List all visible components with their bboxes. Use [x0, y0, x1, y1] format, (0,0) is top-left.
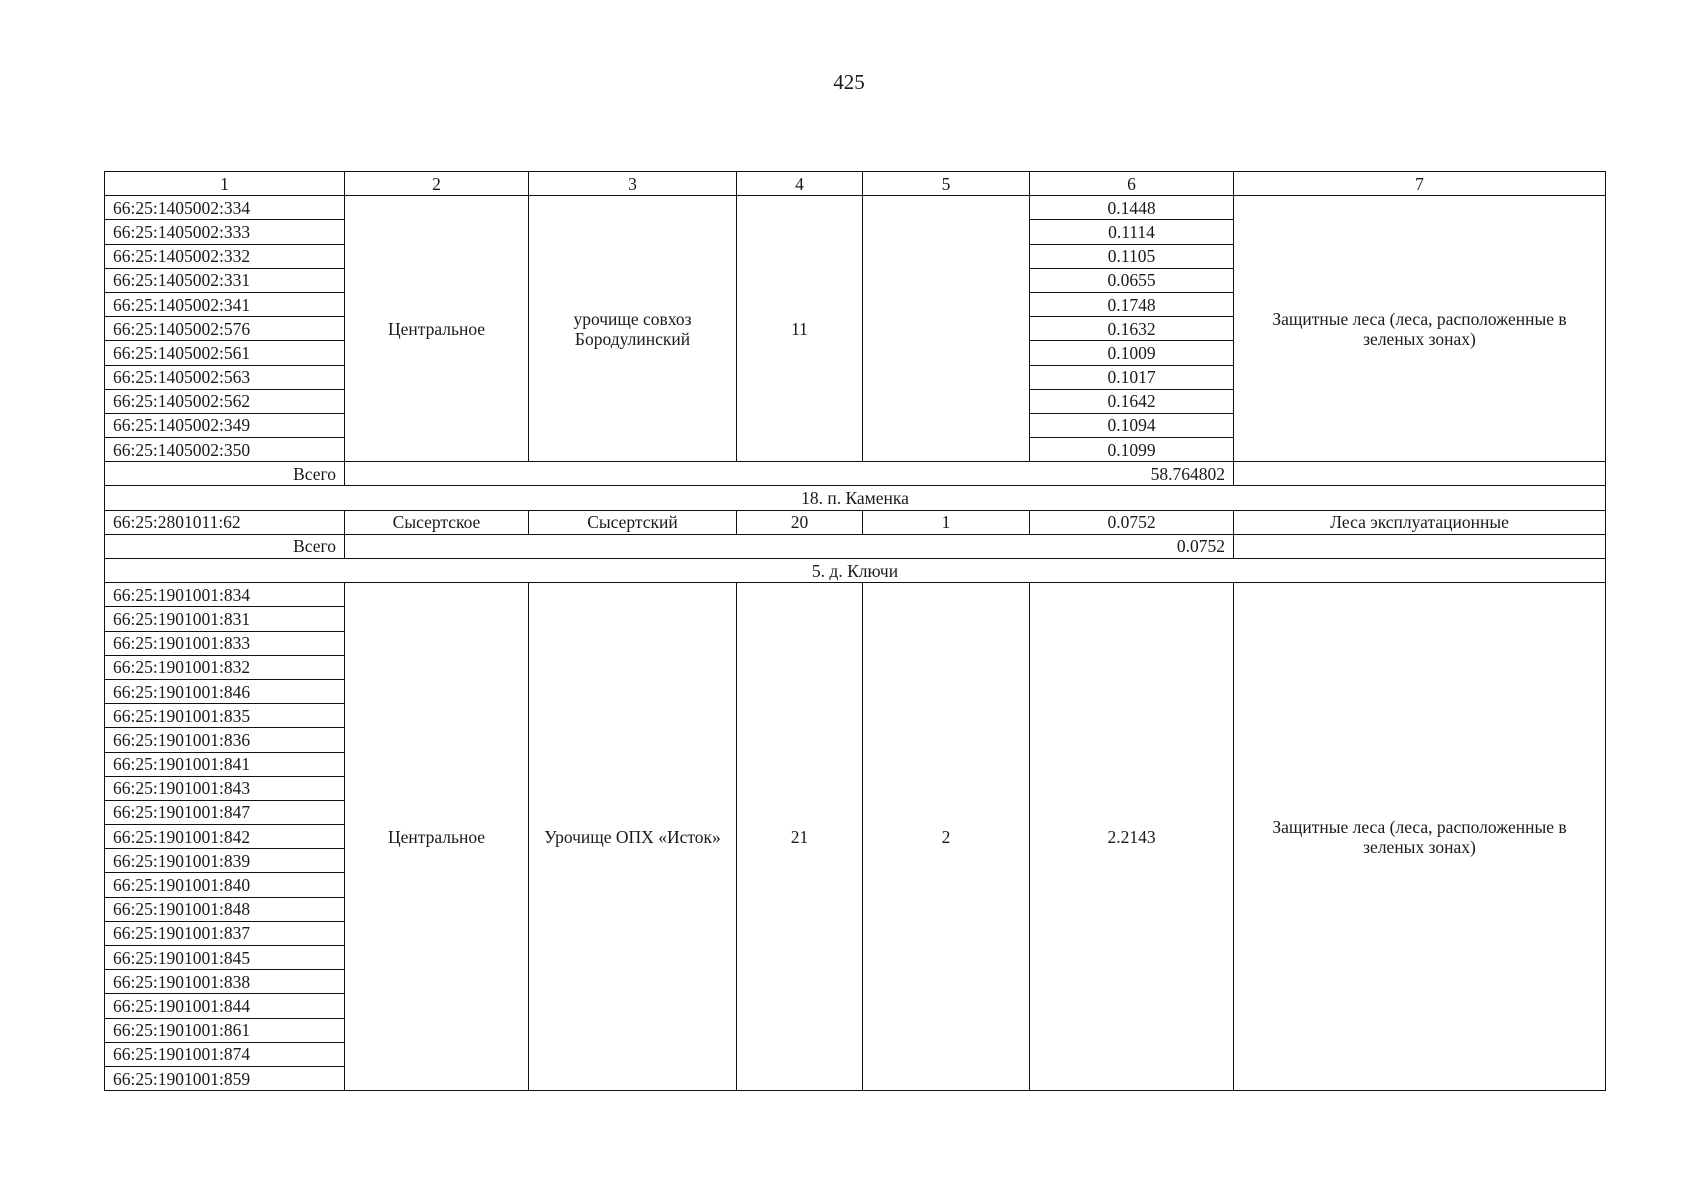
area-cell: 0.0655 — [1030, 268, 1234, 292]
cadastral-number-cell: 66:25:1901001:844 — [105, 994, 345, 1018]
section-cell — [863, 196, 1030, 462]
page-number: 425 — [833, 70, 865, 94]
area-cell: 0.1009 — [1030, 341, 1234, 365]
section-cell: 1 — [863, 510, 1030, 534]
area-cell: 0.1448 — [1030, 196, 1234, 220]
cadastral-number-cell: 66:25:1901001:861 — [105, 1018, 345, 1042]
cadastral-number-cell: 66:25:1405002:576 — [105, 317, 345, 341]
cadastral-number-cell: 66:25:1901001:845 — [105, 946, 345, 970]
cadastral-number-cell: 66:25:1901001:839 — [105, 849, 345, 873]
tract-cell: Урочище ОПХ «Исток» — [529, 583, 737, 1091]
group1-total-row — [105, 462, 1606, 486]
cadastral-number-cell: 66:25:1901001:840 — [105, 873, 345, 897]
cadastral-number-cell: 66:25:1405002:350 — [105, 438, 345, 462]
cadastral-number-cell: 66:25:1901001:831 — [105, 607, 345, 631]
cadastral-number-cell: 66:25:1901001:841 — [105, 752, 345, 776]
area-cell: 0.1105 — [1030, 244, 1234, 268]
cadastral-number-cell: 66:25:1901001:847 — [105, 800, 345, 824]
cadastral-number-cell: 66:25:1405002:563 — [105, 365, 345, 389]
forest-plots-table — [104, 171, 1606, 1091]
total-label: Всего — [105, 462, 345, 486]
column-header-3: 3 — [529, 172, 737, 196]
category-cell: Леса эксплуатационные — [1234, 510, 1606, 534]
total-empty-cell — [1234, 534, 1606, 558]
area-cell: 2.2143 — [1030, 583, 1234, 1091]
column-header-7: 7 — [1234, 172, 1606, 196]
cadastral-number-cell: 66:25:1901001:848 — [105, 897, 345, 921]
cadastral-number-cell: 66:25:1901001:833 — [105, 631, 345, 655]
header-row — [105, 172, 1606, 196]
cadastral-number-cell: 66:25:1901001:834 — [105, 583, 345, 607]
cadastral-number-cell: 66:25:2801011:62 — [105, 510, 345, 534]
cadastral-number-cell: 66:25:1901001:859 — [105, 1066, 345, 1090]
cadastral-number-cell: 66:25:1405002:333 — [105, 220, 345, 244]
table-row — [105, 583, 1606, 607]
total-value: 0.0752 — [345, 534, 1234, 558]
cadastral-number-cell: 66:25:1901001:835 — [105, 704, 345, 728]
cadastral-number-cell: 66:25:1901001:843 — [105, 776, 345, 800]
section-cell: 2 — [863, 583, 1030, 1091]
section2-total-row — [105, 534, 1606, 558]
area-cell: 0.1114 — [1030, 220, 1234, 244]
total-label: Всего — [105, 534, 345, 558]
section-heading-row — [105, 559, 1606, 583]
quarter-cell: 11 — [737, 196, 863, 462]
column-header-6: 6 — [1030, 172, 1234, 196]
area-cell: 0.1748 — [1030, 292, 1234, 316]
section-heading-row — [105, 486, 1606, 510]
table-row — [105, 510, 1606, 534]
cadastral-number-cell: 66:25:1901001:874 — [105, 1042, 345, 1066]
cadastral-number-cell: 66:25:1901001:832 — [105, 655, 345, 679]
forestry-cell: Сысертское — [345, 510, 529, 534]
area-cell: 0.1099 — [1030, 438, 1234, 462]
cadastral-number-cell: 66:25:1405002:561 — [105, 341, 345, 365]
cadastral-number-cell: 66:25:1901001:836 — [105, 728, 345, 752]
column-header-5: 5 — [863, 172, 1030, 196]
column-header-4: 4 — [737, 172, 863, 196]
table-row — [105, 196, 1606, 220]
quarter-cell: 20 — [737, 510, 863, 534]
cadastral-number-cell: 66:25:1405002:334 — [105, 196, 345, 220]
column-header-2: 2 — [345, 172, 529, 196]
category-cell: Защитные леса (леса, расположенные в зеленых зонах) — [1234, 583, 1606, 1091]
section-heading-kamenka: 18. п. Каменка — [105, 486, 1606, 510]
area-cell: 0.1642 — [1030, 389, 1234, 413]
category-cell: Защитные леса (леса, расположенные в зеленых зонах) — [1234, 196, 1606, 462]
total-empty-cell — [1234, 462, 1606, 486]
total-value: 58.764802 — [345, 462, 1234, 486]
forestry-cell: Центральное — [345, 196, 529, 462]
group1-body — [105, 196, 1606, 1091]
area-cell: 0.0752 — [1030, 510, 1234, 534]
cadastral-number-cell: 66:25:1901001:837 — [105, 921, 345, 945]
cadastral-number-cell: 66:25:1405002:349 — [105, 413, 345, 437]
cadastral-number-cell: 66:25:1405002:562 — [105, 389, 345, 413]
area-cell: 0.1094 — [1030, 413, 1234, 437]
tract-cell: Сысертский — [529, 510, 737, 534]
cadastral-number-cell: 66:25:1901001:846 — [105, 679, 345, 703]
cadastral-number-cell: 66:25:1901001:842 — [105, 825, 345, 849]
tract-cell: урочище совхоз Бородулинский — [529, 196, 737, 462]
quarter-cell: 21 — [737, 583, 863, 1091]
column-header-1: 1 — [105, 172, 345, 196]
area-cell: 0.1017 — [1030, 365, 1234, 389]
section-heading-klyuchi: 5. д. Ключи — [105, 559, 1606, 583]
cadastral-number-cell: 66:25:1405002:331 — [105, 268, 345, 292]
area-cell: 0.1632 — [1030, 317, 1234, 341]
cadastral-number-cell: 66:25:1405002:341 — [105, 292, 345, 316]
cadastral-number-cell: 66:25:1405002:332 — [105, 244, 345, 268]
forestry-cell: Центральное — [345, 583, 529, 1091]
cadastral-number-cell: 66:25:1901001:838 — [105, 970, 345, 994]
